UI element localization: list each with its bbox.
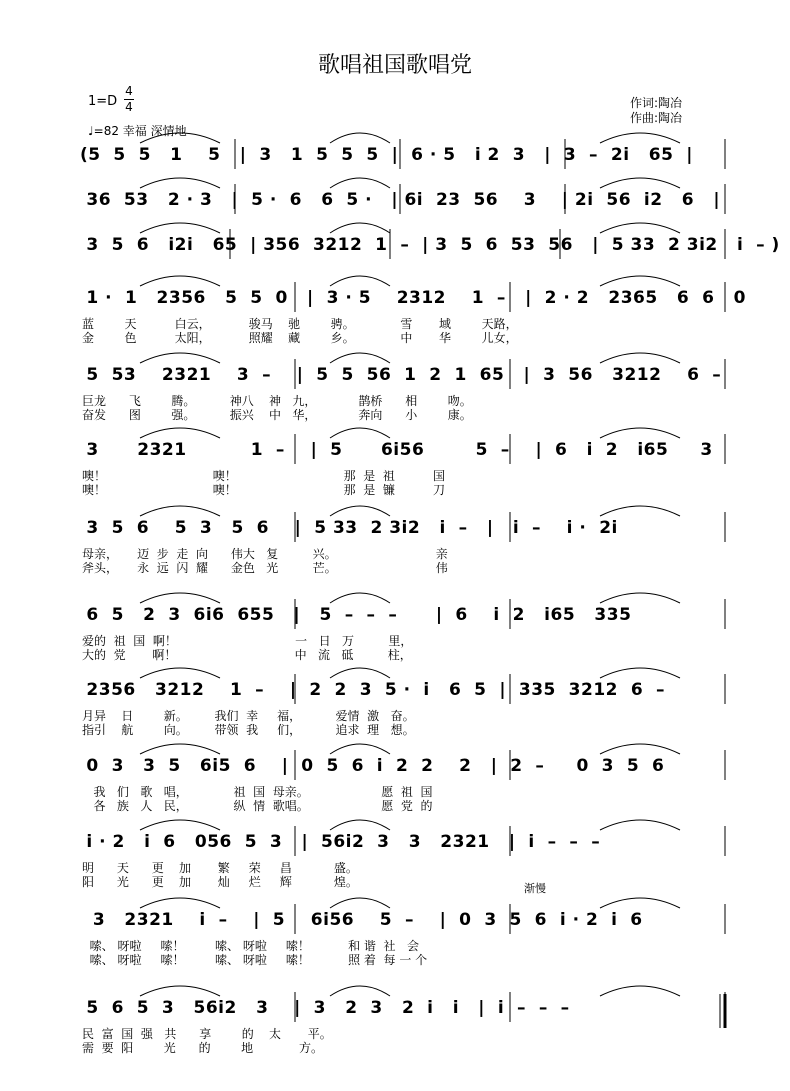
jianpu-notes: 3 5 6 i2i 65 | 356 3212 1 – | 3 5 6 53 56 | 5 33 2 3i2 i – ) — [80, 235, 780, 255]
jianpu-notes: 6 5 2 3 6i6 655 | 5 – – – | 6 i 2 i65 335 — [80, 605, 632, 625]
lyrics-verse-1: 月异 日 新。 我们 幸 福， 爱情 激 奋。 — [82, 709, 415, 723]
lyrics-verse-2: 指引 航 向。 带领 我 们， 追求 理 想。 — [82, 723, 415, 737]
lyrics-verse-2: 大的 党 啊！ 中 流 砥 柱， — [82, 648, 412, 662]
lyrics-verse-2: 斧头， 永 远 闪 耀 金色 光 芒。 伟 — [82, 561, 448, 575]
lyricist: 作词:陶冶 — [630, 96, 683, 110]
page-title: 歌唱祖国歌唱党 — [317, 53, 472, 78]
score-line — [80, 832, 730, 892]
lyrics-verse-1: 我 们 歌 唱， 祖 国 母亲。 愿 祖 国 — [82, 785, 433, 799]
score-line — [80, 910, 730, 970]
jianpu-notes: 5 6 5 3 56i2 3 | 3 2 3 2 i i | i – – – — [80, 998, 570, 1018]
score-line — [80, 288, 747, 348]
score-line — [80, 518, 730, 578]
time-top: 4 — [125, 84, 133, 98]
lyrics-verse-1: 蓝 天 白云， 骏马 驰 骋。 雪 域 天路， — [82, 317, 518, 331]
time-bottom: 4 — [125, 100, 133, 114]
lyrics-verse-2: 金 色 太阳， 照耀 藏 乡。 中 华 儿女， — [82, 331, 518, 345]
gradually-slow-marking: 渐慢 — [524, 882, 546, 895]
jianpu-notes: 0 3 3 5 6i5 6 | 0 5 6 i 2 2 2 | 2 – 0 3 5 6 — [80, 756, 665, 776]
time-signature — [124, 84, 134, 115]
score-line — [80, 440, 730, 500]
jianpu-notes: (5 5 5 1 5 | 3 1 5 5 5 | 6 · 5 i 2 3 | 3 – 2i 65 | — [80, 145, 693, 165]
lyrics-verse-2: 噢！ 噢！ 那 是 镰 刀 — [82, 483, 446, 497]
lyrics-verse-2: 阳 光 更 加 灿 烂 辉 煌。 — [82, 875, 358, 889]
jianpu-notes: 1 · 1 2356 5 5 0 | 3 · 5 2312 1 – | 2 · 2 2365 6 6 0 — [80, 288, 747, 308]
final-barline — [718, 994, 728, 1028]
lyrics-verse-1: 爱的 祖 国 啊！ 一 日 万 里， — [82, 634, 413, 648]
lyrics-verse-1: 民 富 国 强 共 享 的 太 平。 — [82, 1027, 332, 1041]
lyrics-verse-2: 需 要 阳 光 的 地 方。 — [82, 1041, 323, 1055]
jianpu-notes: 36 53 2 · 3 | 5 · 6 6 5 · | 6i 23 56 3 | 2i 56 i2 6 | — [80, 190, 721, 210]
score-line — [80, 756, 730, 816]
jianpu-notes: i · 2 i 6 056 5 3 | 56i2 3 3 2321 | i – – – — [80, 832, 601, 852]
lyrics-verse-1: 母亲， 迈 步 走 向 伟大 复 兴。 亲 — [82, 547, 448, 561]
lyrics-verse-1: 巨龙 飞 腾。 神八 神 九， 鹊桥 相 吻。 — [82, 394, 472, 408]
jianpu-notes: 3 5 6 5 3 5 6 | 5 33 2 3i2 i – | i – i · 2i — [80, 518, 618, 538]
lyrics-verse-1: 噢！ 噢！ 那 是 祖 国 — [82, 469, 446, 483]
jianpu-notes: 5 53 2321 3 – | 5 5 56 1 2 1 65 | 3 56 3212 6 – — [80, 365, 722, 385]
composer: 作曲:陶冶 — [630, 111, 683, 125]
score-line — [80, 605, 730, 665]
score-line — [80, 680, 730, 740]
lyrics-verse-1: 嗦、 呀啦 嗦！ 嗦、 呀啦 嗦！ 和 谐 社 会 — [82, 939, 419, 953]
score-line — [80, 998, 730, 1058]
key-signature: 1=D — [88, 94, 118, 109]
lyrics-verse-2: 嗦、 呀啦 嗦！ 嗦、 呀啦 嗦！ 照 着 每 一 个 — [82, 953, 428, 967]
score-line — [80, 365, 730, 425]
lyrics-verse-1: 明 天 更 加 繁 荣 昌 盛。 — [82, 861, 358, 875]
jianpu-notes: 3 2321 i – | 5 6i56 5 – | 0 3 5 6 i · 2 i 6 — [80, 910, 643, 930]
tempo-marking: ♩=82 幸福 深情地 — [88, 124, 187, 138]
jianpu-notes: 3 2321 1 – | 5 6i56 5 – | 6 i 2 i65 3 — [80, 440, 713, 460]
lyrics-verse-2: 各 族 人 民， 纵 情 歌唱。 愿 党 的 — [82, 799, 433, 813]
lyrics-verse-2: 奋发 图 强。 振兴 中 华， 奔向 小 康。 — [82, 408, 472, 422]
jianpu-notes: 2356 3212 1 – | 2 2 3 5 · i 6 5 | 335 3212 6 – — [80, 680, 665, 700]
